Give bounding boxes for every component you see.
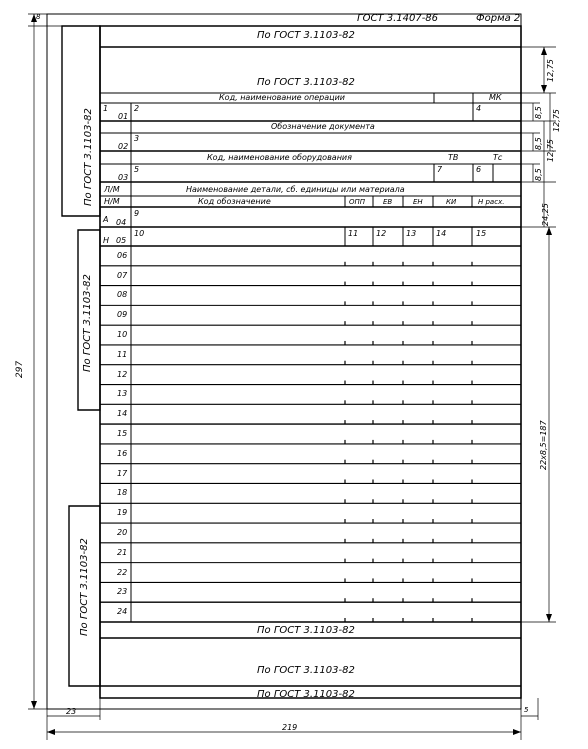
dim-8-5-a: 8,5 xyxy=(534,106,543,119)
row-number: 16 xyxy=(117,448,128,458)
row-number: 11 xyxy=(117,349,128,359)
form-number: Форма 2 xyxy=(476,13,521,24)
dim-12-75-b: 12,75 xyxy=(552,109,561,132)
row-number: 08 xyxy=(117,290,128,300)
dim-8: 8 xyxy=(36,13,41,21)
lm-label: Л/М xyxy=(104,185,120,194)
row-number: 10 xyxy=(117,330,128,340)
side-ref-top: По ГОСТ 3.1103-82 xyxy=(83,108,94,206)
dim-24-25: 24,25 xyxy=(541,203,550,226)
field-10: 10 xyxy=(134,229,145,238)
dim-rows-total: 22x8,5=187 xyxy=(539,420,548,470)
operation-label: Код, наименование операции xyxy=(219,93,345,102)
row-05: 05 xyxy=(116,236,127,245)
row-number: 15 xyxy=(117,429,128,438)
field-13: 13 xyxy=(406,229,417,238)
ts-label: Тс xyxy=(493,153,503,162)
field-12: 12 xyxy=(376,229,387,238)
row-number: 07 xyxy=(117,270,128,280)
row-number: 20 xyxy=(117,527,128,537)
row-02: 02 xyxy=(118,142,129,151)
row-number: 22 xyxy=(117,567,128,577)
document-label: Обозначение документа xyxy=(271,122,375,131)
row-number: 12 xyxy=(117,369,128,379)
field-9: 9 xyxy=(134,209,140,218)
field-4: 4 xyxy=(476,104,482,113)
field-7: 7 xyxy=(437,165,443,174)
row-n-label: Н xyxy=(103,236,110,245)
row-03: 03 xyxy=(118,173,129,182)
row-number: 09 xyxy=(117,310,128,320)
dim-297: 297 xyxy=(15,360,25,378)
field-11: 11 xyxy=(348,229,359,238)
standard-number: ГОСТ 3.1407-86 xyxy=(357,13,439,24)
tv-label: ТВ xyxy=(448,153,459,162)
dim-5: 5 xyxy=(524,706,529,714)
row-number: 18 xyxy=(117,488,128,498)
dim-8-5-c: 8,5 xyxy=(534,168,543,181)
dim-12-75-c: 12,75 xyxy=(546,139,555,162)
code-label: Код обозначение xyxy=(198,197,271,206)
ref-bottom-1: По ГОСТ 3.1103-82 xyxy=(257,625,355,636)
dim-219: 219 xyxy=(282,723,298,732)
field-14: 14 xyxy=(436,229,447,238)
row-number: 13 xyxy=(117,389,128,399)
row-a-label: А xyxy=(103,215,109,224)
row-number: 24 xyxy=(117,607,128,617)
row-number: 23 xyxy=(117,587,128,597)
dim-8-5-b: 8,5 xyxy=(534,137,543,150)
nm-label: Н/М xyxy=(104,197,120,206)
side-box-top xyxy=(62,26,100,216)
ref-title: По ГОСТ 3.1103-82 xyxy=(257,77,355,88)
equipment-label: Код, наименование оборудования xyxy=(207,153,352,162)
en-label: ЕН xyxy=(413,198,423,206)
dim-23: 23 xyxy=(66,707,77,716)
side-ref-middle: По ГОСТ 3.1103-82 xyxy=(82,274,93,372)
ref-top: По ГОСТ 3.1103-82 xyxy=(257,30,355,41)
row-number: 14 xyxy=(117,409,128,419)
ki-label: КИ xyxy=(446,198,457,206)
nrash-label: Н расх. xyxy=(478,198,505,206)
field-3: 3 xyxy=(134,134,140,143)
opp-label: ОПП xyxy=(349,198,366,206)
mk-label: МК xyxy=(489,93,502,102)
row-number: 06 xyxy=(117,250,128,260)
ref-bottom-3: По ГОСТ 3.1103-82 xyxy=(257,689,355,700)
field-1: 1 xyxy=(103,104,109,113)
field-2: 2 xyxy=(134,104,140,113)
dim-12-75-a: 12,75 xyxy=(546,59,555,82)
part-label: Наименование детали, сб. единицы или материала xyxy=(186,185,405,194)
ev-label: ЕВ xyxy=(383,198,393,206)
row-number: 19 xyxy=(117,508,128,518)
side-ref-bottom: По ГОСТ 3.1103-82 xyxy=(79,538,90,636)
row-number: 21 xyxy=(117,547,128,557)
row-04: 04 xyxy=(116,218,127,227)
ref-bottom-2: По ГОСТ 3.1103-82 xyxy=(257,665,355,676)
row-01: 01 xyxy=(118,112,129,121)
field-5: 5 xyxy=(134,165,140,174)
row-number: 17 xyxy=(117,468,128,478)
field-15: 15 xyxy=(476,229,487,238)
field-6: 6 xyxy=(476,165,482,174)
